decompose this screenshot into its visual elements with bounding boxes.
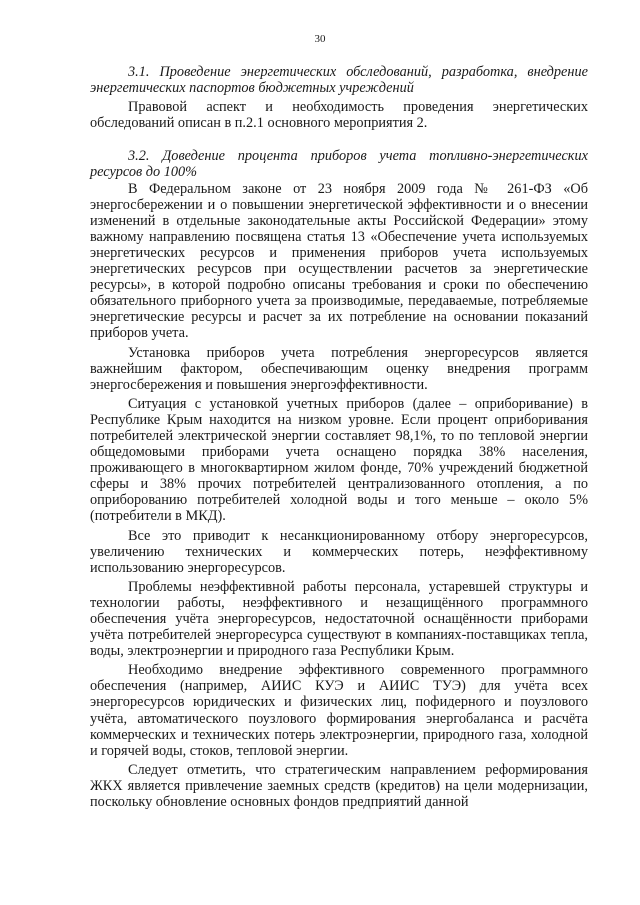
paragraph: Установка приборов учета потребления энергоресурсов является важнейшим фактором, обеспечивающим оценку внедрения программ энергосбережения и повышения энергоэффективности. [90,344,588,393]
paragraph: Правовой аспект и необходимость проведения энергетических обследований описан в п.2.1 основного мероприятия 2. [90,99,588,132]
paragraph: Необходимо внедрение эффективного современного программного обеспечения (например, АИИС КУЭ и АИИС ТУЭ) для учёта всех энергоресурсов юридических и физических лиц, пофидерного и поузлового учёта, автоматического поузлового формирования энергобаланса и расчёта коммерческих и технических потерь электроэнергии, природного газа, холодной и горячей воды, стоков, тепловой энергии. [90,662,588,759]
paragraph: Проблемы неэффективной работы персонала, устаревшей структуры и технологии работы, неэффективного и незащищённого программного обеспечения учёта энергоресурсов, недостаточной оснащённости приборами учёта потребителей энергоресурса существуют в компаниях-поставщиках тепла, воды, электроэнергии и природного газа Республики Крым. [90,578,588,660]
paragraph: Все это приводит к несанкционированному отбору энергоресурсов, увеличению технических и коммерческих потерь, неэффективному использованию энергоресурсов. [90,527,588,576]
section-3-1 [90,64,588,131]
paragraph: В Федеральном законе от 23 ноября 2009 года № 261-ФЗ «Об энергосбережении и о повышении энергетической эффективности и о внесении изменений в отдельные законодательные акты Российской Федерации» этому важному направлению посвящена статья 13 «Обеспечение учета используемых энергетических ресурсов и применения приборов учета используемых энергетических ресурсов при осуществлении расчетов за энергетические ресурсы», в которой подробно описаны требования и сроки по обеспечению обязательного приборного учета за производимые, передаваемые, потребляемые энергетические ресурсы и расчет за их потребление на основании показаний приборов учета. [90,180,588,342]
paragraph: Следует отметить, что стратегическим направлением реформирования ЖКХ является привлечение заемных средств (кредитов) на цели модернизации, поскольку обновление основных фондов предприятий данной [90,761,588,811]
section-3-2 [90,148,588,810]
paragraph: Ситуация с установкой учетных приборов (далее – оприборивание) в Республике Крым находится на низком уровне. Если процент оприборивания потребителей электрической энергии составляет 98,1%, то по тепловой энергии общедомовыми приборами учета оснащено порядка 38% населения, проживающего в многоквартирном жилом фонде, 70% учреждений бюджетной сферы и 38% прочих потребителей централизованного отопления, а по оприборованию потребителей холодной воды и того меньше – около 5% (потребители в МКД). [90,395,588,525]
document-body [90,64,588,810]
section-heading: 3.2. Доведение процента приборов учета топливно-энергетических ресурсов до 100% [90,148,588,181]
section-heading: 3.1. Проведение энергетических обследований, разработка, внедрение энергетических паспортов бюджетных учреждений [90,64,588,97]
page-number: 30 [314,33,326,45]
